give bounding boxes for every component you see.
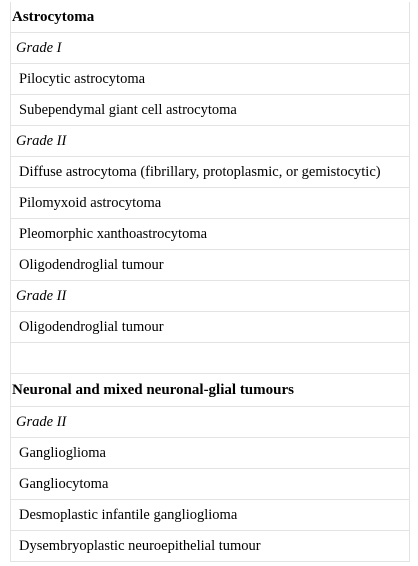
list-item: Pilocytic astrocytoma [11,63,409,94]
tumour-classification-table [10,2,410,562]
list-item: Oligodendroglial tumour [11,311,409,342]
list-item: Dysembryoplastic neuroepithelial tumour [11,530,409,561]
grade-label: Grade II [11,280,409,311]
list-item: Desmoplastic infantile ganglioglioma [11,499,409,530]
section-heading: Astrocytoma [12,9,95,25]
grade-label: Grade II [11,125,409,156]
section-heading: Neuronal and mixed neuronal-glial tumours [11,373,409,406]
list-item: Subependymal giant cell astrocytoma [11,94,409,125]
grade-label: Grade II [11,406,409,437]
list-item: Diffuse astrocytoma (fibrillary, protoplasmic, or gemistocytic) [11,156,409,187]
list-item: Pilomyxoid astrocytoma [11,187,409,218]
list-item: Gangliocytoma [11,468,409,499]
list-item: Ganglioglioma [11,437,409,468]
empty-row [11,342,409,373]
list-item: Oligodendroglial tumour [11,249,409,280]
grade-label: Grade I [11,32,409,63]
list-item: Pleomorphic xanthoastrocytoma [11,218,409,249]
